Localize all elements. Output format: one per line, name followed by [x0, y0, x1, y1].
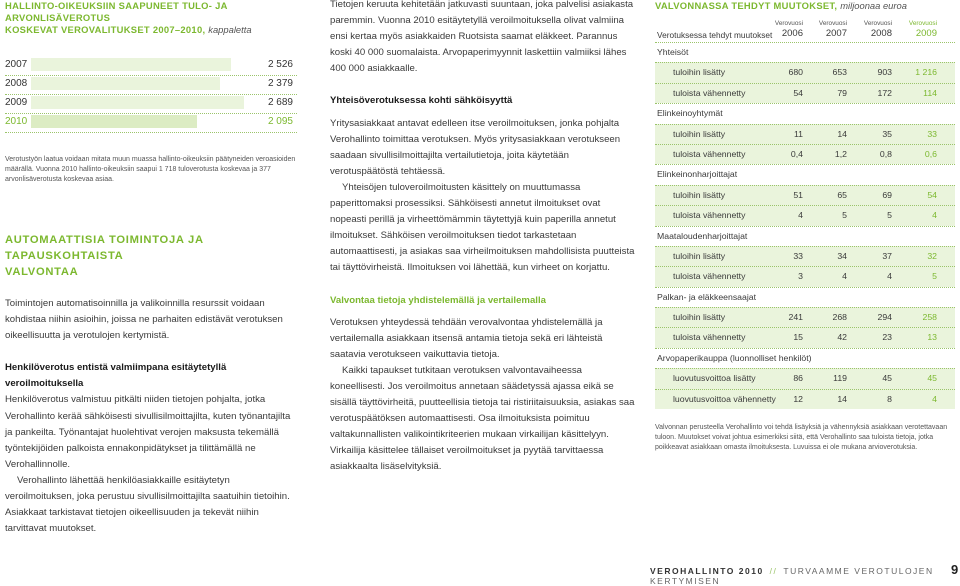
table-cell: 37 [882, 250, 892, 261]
table-cell: 33 [927, 128, 937, 139]
chart-caption: Verotustyön laatua voidaan mitata muun muassa hallinto-oikeuksiin päätyneiden veroasioiden määrällä. Vuonna 2010 hallinto-oikeuksiin saapui 1 718 tuloverotusta koskevaa ja 377 arvonlisäverotusta koskevaa asiaa. [5, 156, 296, 183]
chart-value-label: 2 526 [267, 59, 293, 70]
left-column [5, 0, 297, 537]
row-label: tuloista vähennetty [673, 271, 746, 282]
table-cell: 15 [793, 332, 803, 343]
row-label: Arvopaperikauppa (luonnolliset henkilöt) [657, 352, 812, 363]
table-cell: 903 [877, 67, 892, 78]
row-label: tuloihin lisätty [673, 312, 726, 323]
table-cell: 23 [882, 332, 892, 343]
table-row [655, 62, 955, 82]
table-cell: 34 [837, 250, 847, 261]
row-label: Elinkeinoyhtymät [657, 108, 723, 119]
chart-bar [31, 77, 220, 90]
table-cell: 5 [842, 210, 847, 221]
chart-row-divider [5, 94, 297, 95]
subheading: Valvontaa tietoja yhdistelemällä ja vertailemalla [330, 294, 546, 306]
table-cell: 4 [842, 271, 847, 282]
column-header-year: 2008 [870, 28, 892, 39]
table-cell: 119 [833, 373, 847, 384]
chart-value-label: 2 379 [267, 78, 293, 89]
table-cell: 14 [837, 393, 847, 404]
table-cell: 3 [798, 271, 803, 282]
table-cell: 42 [837, 332, 847, 343]
section-title: AUTOMAATTISIA TOIMINTOJA JA TAPAUSKOHTAISTA VALVONTAA [5, 234, 204, 278]
table-cell: 5 [887, 210, 892, 221]
subheading: Yhteisöverotuksessa kohti sähköisyyttä [330, 95, 513, 107]
table-row [655, 266, 955, 286]
table-cell: 79 [837, 87, 847, 98]
chart-category-label: 2010 [5, 116, 28, 127]
table-cell: 32 [927, 250, 937, 261]
chart-category-label: 2008 [5, 78, 28, 89]
chart-row [5, 77, 297, 91]
table-category-row [655, 348, 955, 368]
table-cell: 268 [832, 312, 847, 323]
footer: VEROHALLINTO 2010 // TURVAAMME VEROTULOJEN KERTYMISEN [650, 566, 934, 586]
row-label: tuloista vähennetty [673, 87, 746, 98]
row-label: luovutusvoittoa lisätty [673, 373, 756, 384]
table-cell: 4 [932, 393, 937, 404]
table-heading: VALVONNASSA TEHDYT MUUTOKSET, miljoonaa euroa [655, 0, 907, 11]
column-header-year: 2006 [781, 28, 803, 39]
column-header-caption: Verovuosi [863, 20, 892, 27]
table-cell: 1 216 [915, 67, 937, 78]
row-label: Elinkeinonharjoittajat [657, 169, 738, 180]
table-header [655, 20, 955, 42]
row-label: Maataloudenharjoittajat [657, 230, 748, 241]
chart-category-label: 2007 [5, 59, 28, 70]
table-cell: 12 [793, 393, 803, 404]
table-cell: 241 [788, 312, 803, 323]
table-row [655, 327, 955, 347]
table-cell: 4 [932, 210, 937, 221]
paragraph: Henkilöverotus valmistuu pitkälti niiden tietojen pohjalta, jotka Verohallinto kerää sähköisesti sivullisilmoittajilta, kuten työnantajilta ja pankeilta. Työnantajat huolehtivat verojen maksusta tekemällä työntekijöiden palkoista ennakonpidätykset ja tilittämällä ne Verohallinnolle. [5, 394, 291, 470]
table-category-row [655, 103, 955, 123]
row-label: tuloista vähennetty [673, 210, 746, 221]
page-number: 9 [951, 562, 959, 577]
column-header [848, 20, 892, 40]
table-category-row [655, 226, 955, 246]
table-cell: 0,4 [790, 148, 803, 159]
table-caption: Valvonnan perusteella Verohallinto voi tehdä lisäyksiä ja vähennyksiä asiakkaan verotettavaan tuloon. Muutokset voivat johtua esimerkiksi siitä, että Verohallinto saa tuloista tietoja, jotka poikkeavat asiakkaan omasta ilmoituksesta. Luvuissa ei ole mukana arvioverotuksia. [655, 424, 948, 452]
table-cell: 11 [793, 128, 803, 139]
table-row [655, 144, 955, 164]
table-cell: 680 [788, 67, 803, 78]
paragraph: Kaikki tapaukset tutkitaan verotuksen valvontavaiheessa koneellisesti. Jos veroilmoitus annetaan säädetyssä ajassa eikä se sisällä täyttövirheitä, puutteellisia tietoja tai ristiriitaisuuksia, asiakas saa verotuspäätöksen automaattisesti. Osa ilmoituksista poimituu valtakunnallisten valikointikriteerien mukaan virkailijan käsittelyyn. Virkailija käsittelee tällaiset veroilmoitukset ja pyytää tarvittaessa asiakkaalta lisäselvityksiä. [330, 364, 635, 473]
table-cell: 13 [927, 332, 937, 343]
table-cell: 114 [923, 87, 937, 98]
table-row [655, 205, 955, 225]
chart-row-divider [5, 113, 297, 114]
column-header [803, 20, 847, 40]
paragraph: Verotuksen yhteydessä tehdään verovalvontaa yhdistelemällä ja vertailemalla asiakkaan itsensä antamia tietoja sekä eri lähteistä saatavia verotukseen vaikuttavia tietoja. [330, 316, 603, 360]
column-header [759, 20, 803, 40]
chart-row [5, 115, 297, 129]
chart-row-divider [5, 75, 297, 76]
table-row [655, 368, 955, 388]
chart-row [5, 96, 297, 110]
column-header-caption: Verovuosi [818, 20, 847, 27]
table-cell: 45 [882, 373, 892, 384]
table-cell: 54 [927, 189, 937, 200]
table-cell: 14 [837, 128, 847, 139]
appeals-bar-chart [5, 58, 297, 130]
paragraph: Toimintojen automatisoinnilla ja valikoinnilla resurssit voidaan kohdistaa niihin asioihin, joissa ne parhaiten edistävät verotuksen oikeellisuutta ja verotulojen kertymistä. [5, 298, 283, 342]
table-cell: 5 [932, 271, 937, 282]
row-label: tuloista vähennetty [673, 148, 746, 159]
table-cell: 294 [877, 312, 892, 323]
right-column [655, 0, 955, 453]
table-row [655, 246, 955, 266]
table-row [655, 83, 955, 103]
chart-category-label: 2009 [5, 97, 28, 108]
table-cell: 1,2 [834, 148, 847, 159]
table-cell: 69 [882, 189, 892, 200]
row-label: Yhteisöt [657, 47, 689, 57]
chart-heading: HALLINTO-OIKEUKSIIN SAAPUNEET TULO- JA ARVONLISÄVEROTUS KOSKEVAT VEROVALITUKSET 2007–2010, kappaletta [5, 0, 252, 35]
column-header-caption: Verovuosi [908, 20, 937, 27]
table-category-row [655, 164, 955, 184]
row-label: luovutusvoittoa vähennetty [673, 393, 776, 404]
paragraph: Yhteisöjen tuloveroilmoitusten käsittely on muuttumassa paperittomaksi prosessiksi. Sähköisesti annetut ilmoitukset ovat nopeasti perillä ja virheettömämmin täytettyjä kuin paperilla annetut ilmoitukset. Sähköisen veroilmoituksen tiedot tarkastetaan automaattisesti, ja asiakas saa virheilmoituksen mahdollisista puutteista tai täyttövirheistä. Ilmoituksen voi lähettää, kun virheet on korjattu. [330, 181, 635, 274]
paragraph: Yritysasiakkaat antavat edelleen itse veroilmoituksen, jonka pohjalta Verohallinto toimittaa verotuksen. Myös yritysasiakkaan verotukseen saadaan sivullisilmoittajilta vertailutietoja, joita käytetään verotuspäätöstä tehtäessä. [330, 117, 621, 177]
table-cell: 8 [887, 393, 892, 404]
table-cell: 54 [793, 87, 803, 98]
subheading: Henkilöverotus entistä valmiimpana esitäytetyllä veroilmoituksella [5, 362, 227, 390]
table-cell: 653 [832, 67, 847, 78]
table-row [655, 185, 955, 205]
row-label: Palkan- ja eläkkeensaajat [657, 291, 757, 302]
chart-bar [31, 96, 244, 109]
table-cell: 4 [798, 210, 803, 221]
table-category-row [655, 42, 955, 62]
table-row [655, 124, 955, 144]
column-header [893, 20, 937, 40]
table-cell: 33 [793, 250, 803, 261]
chart-value-label: 2 689 [267, 97, 293, 108]
table-cell: 0,8 [879, 148, 892, 159]
column-header-year: 2009 [915, 28, 937, 39]
row-label: tuloihin lisätty [673, 250, 726, 261]
table-cell: 0,6 [924, 148, 937, 159]
changes-table [655, 20, 955, 409]
table-category-row [655, 287, 955, 307]
table-cell: 65 [837, 189, 847, 200]
table-row [655, 307, 955, 327]
chart-row [5, 58, 297, 72]
chart-bar [31, 58, 231, 71]
chart-value-label: 2 095 [267, 116, 293, 127]
paragraph: Tietojen keruuta kehitetään jatkuvasti suuntaan, joka palvelisi asiakasta paremmin. Vuonna 2010 esitäytetyllä veroilmoituksella olivat valmiina ensi kertaa myös asiakkaiden Ruotsista saamat eläkkeet. Parannus koski 40 000 suomalaista. Arvopaperimyynnit laskettiin valmiiksi lähes 400 000 asiakkaalle. [330, 0, 634, 75]
row-label: tuloihin lisätty [673, 128, 726, 139]
paragraph: Verohallinto lähettää henkilöasiakkaille esitäytetyn veroilmoituksen, joka perustuu sivullisilmoittajilta saatuihin tietoihin. Asiakkaat tarkistavat tietojen oikeellisuuden ja tekevät niihin tarvittavat muutokset. [5, 474, 290, 535]
table-cell: 45 [927, 373, 937, 384]
table-label: Verotuksessa tehdyt muutokset [657, 30, 773, 40]
chart-bar [31, 115, 197, 128]
table-cell: 51 [793, 189, 803, 200]
column-header-year: 2007 [825, 28, 847, 39]
chart-row-divider [5, 132, 297, 133]
row-label: tuloista vähennetty [673, 332, 746, 343]
table-cell: 86 [793, 373, 803, 384]
column-header-caption: Verovuosi [774, 20, 803, 27]
table-cell: 4 [887, 271, 892, 282]
row-label: tuloihin lisätty [673, 67, 726, 78]
table-cell: 172 [877, 87, 892, 98]
middle-column [330, 0, 636, 476]
row-label: tuloihin lisätty [673, 189, 726, 200]
table-cell: 35 [882, 128, 892, 139]
table-cell: 258 [922, 312, 937, 323]
table-row [655, 389, 955, 409]
